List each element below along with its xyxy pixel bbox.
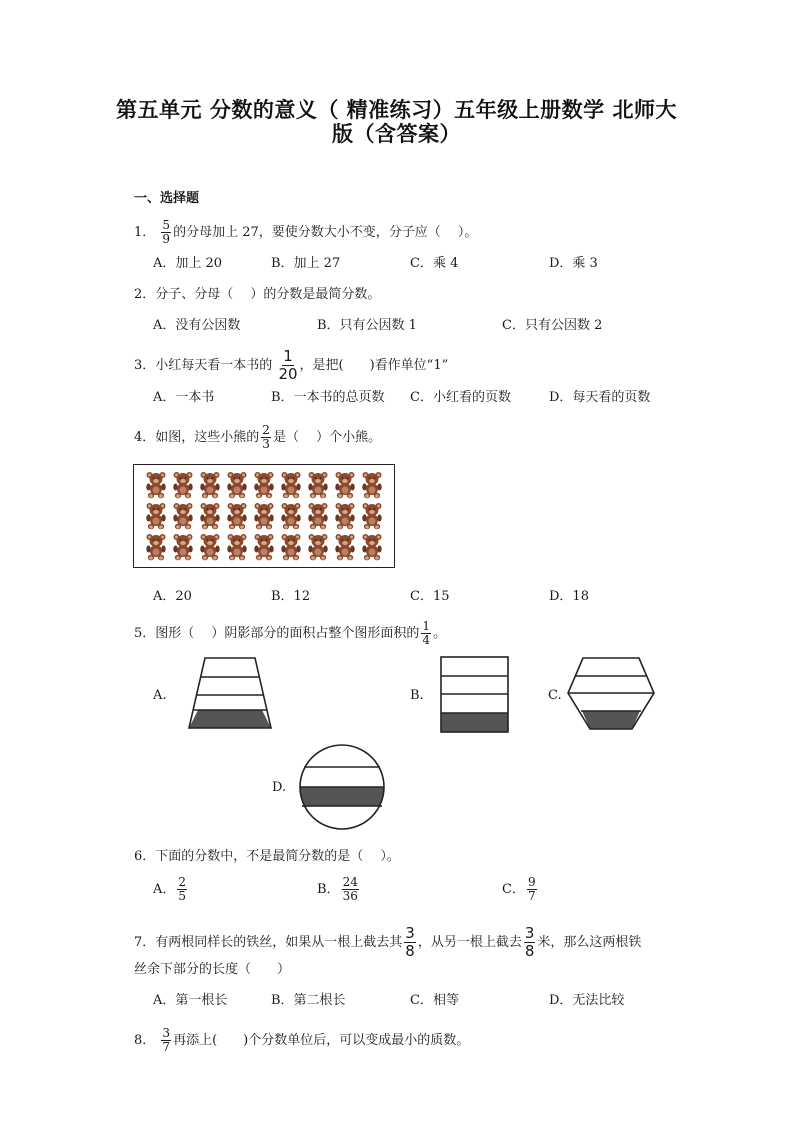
hexagon-shape[interactable] [565,655,657,733]
option-a[interactable]: A． $\frac{2}{5}$ [153,875,187,903]
teddy-bear-icon [305,500,332,531]
fraction: $\frac{3}{8}$ [524,924,535,960]
rectangle-shape[interactable] [439,655,511,735]
question-text: ，从另一根上截去 [417,935,522,950]
teddy-bear-icon [223,532,250,563]
option-a[interactable]: A．一本书 [153,390,215,405]
question-text: 图形（ ）阴影部分的面积占整个图形面积的 [155,626,420,641]
teddy-bear-icon [142,469,169,500]
option-b[interactable]: B．只有公因数 1 [317,318,417,333]
teddy-bear-icon [278,469,305,500]
shape-label-d[interactable]: D. [272,780,287,795]
trapezoid-shape[interactable] [186,654,274,732]
question-6 [134,848,400,866]
teddy-bear-icon [305,469,332,500]
teddy-bear-icon [359,469,386,500]
question-text: 是（ ）个小熊。 [272,430,382,445]
question-number: 7． [134,935,156,950]
question-number: 8． [134,1033,156,1048]
option-b[interactable]: B．12 [271,589,311,604]
question-number: 2． [134,287,156,302]
section-heading: 一、选择题 [134,191,200,206]
option-d[interactable]: D．每天看的页数 [549,390,651,405]
shape-label-b[interactable]: B. [410,688,424,703]
question-4 [134,424,381,451]
teddy-bear-icon [359,532,386,563]
question-text: 分子、分母（ ）的分数是最简分数。 [155,287,381,302]
fraction: $\frac{3}{7}$ [162,1026,171,1054]
option-b[interactable]: B． $\frac{24}{36}$ [317,875,358,903]
fraction: $\frac{3}{8}$ [405,924,415,960]
question-text: 小红每天看一本书的 [155,358,273,373]
option-a[interactable]: A．加上 20 [153,256,223,271]
option-b[interactable]: B．一本书的总页数 [271,390,385,405]
teddy-bear-icon [196,532,223,563]
question-text: 。 [433,626,447,641]
option-d[interactable]: D．18 [549,589,589,604]
shape-label-a[interactable]: A. [153,688,167,703]
option-c[interactable]: C．相等 [410,993,459,1008]
fraction: $\frac{9}{7}$ [527,875,536,903]
document-title-line2: 版（含答案） [332,122,461,146]
question-1 [134,219,477,246]
option-a[interactable]: A．没有公因数 [153,318,241,333]
teddy-bear-icon [278,532,305,563]
option-c[interactable]: C．小红看的页数 [410,390,511,405]
option-c[interactable]: C．15 [410,589,450,604]
option-d[interactable]: D．无法比较 [549,993,625,1008]
shape-label-c[interactable]: C. [548,688,562,703]
option-b[interactable]: B．加上 27 [271,256,341,271]
question-7 [134,925,641,960]
teddy-bear-icon [305,532,332,563]
question-text: ，是把( )看作单位“1” [299,358,449,373]
teddy-bear-icon [250,469,277,500]
fraction: $\frac{5}{9}$ [162,218,171,246]
option-a[interactable]: A．第一根长 [153,993,228,1008]
option-c[interactable]: C． $\frac{9}{7}$ [502,875,536,903]
question-number: 3． [134,358,156,373]
question-7-line2: 丝余下部分的长度（ ） [134,962,291,977]
teddy-bear-icon [169,500,196,531]
question-3 [134,348,448,383]
teddy-bear-icon [250,532,277,563]
option-c[interactable]: C．只有公因数 2 [502,318,603,333]
fraction: $\frac{1}{4}$ [422,619,431,647]
question-text: 有两根同样长的铁丝，如果从一根上截去其 [155,935,403,950]
option-b[interactable]: B．第二根长 [271,993,346,1008]
question-text: 的分母加上 27，要使分数大小不变，分子应（ ）。 [173,225,478,240]
teddy-bear-icon [359,500,386,531]
fraction: $\frac{24}{36}$ [342,875,358,903]
teddy-bear-icon [332,469,359,500]
teddy-bear-icon [332,500,359,531]
teddy-bear-icon [223,500,250,531]
fraction: $\frac{2}{5}$ [178,875,187,903]
question-2 [134,286,380,304]
question-text: 如图，这些小熊的 [155,430,260,445]
teddy-bear-icon [196,500,223,531]
question-5 [134,620,446,647]
question-text: 米，那么这两根铁 [537,935,642,950]
question-number: 4． [134,430,156,445]
teddy-bear-icon [278,500,305,531]
option-c[interactable]: C．乘 4 [410,256,459,271]
circle-shape[interactable] [298,743,386,831]
question-number: 1． [134,225,156,240]
teddy-bear-icon [142,532,169,563]
teddy-bear-icon [142,500,169,531]
question-number: 5． [134,626,156,641]
question-text: 下面的分数中，不是最简分数的是（ ）。 [155,849,400,864]
teddy-bear-icon [250,500,277,531]
teddy-bear-icon [196,469,223,500]
teddy-bear-icon [169,469,196,500]
option-a[interactable]: A．20 [153,589,192,604]
teddy-bear-icon [332,532,359,563]
fraction: $\frac{2}{3}$ [262,423,270,451]
fraction: $\frac{1}{20}$ [278,347,298,383]
teddy-bear-figure [133,464,395,568]
question-8 [134,1027,469,1054]
question-text: 再添上( )个分数单位后，可以变成最小的质数。 [173,1033,470,1048]
question-number: 6． [134,849,156,864]
teddy-bear-icon [169,532,196,563]
option-d[interactable]: D．乘 3 [549,256,598,271]
document-title-line1: 第五单元 分数的意义（ 精准练习）五年级上册数学 北师大 [116,98,677,122]
teddy-bear-icon [223,469,250,500]
